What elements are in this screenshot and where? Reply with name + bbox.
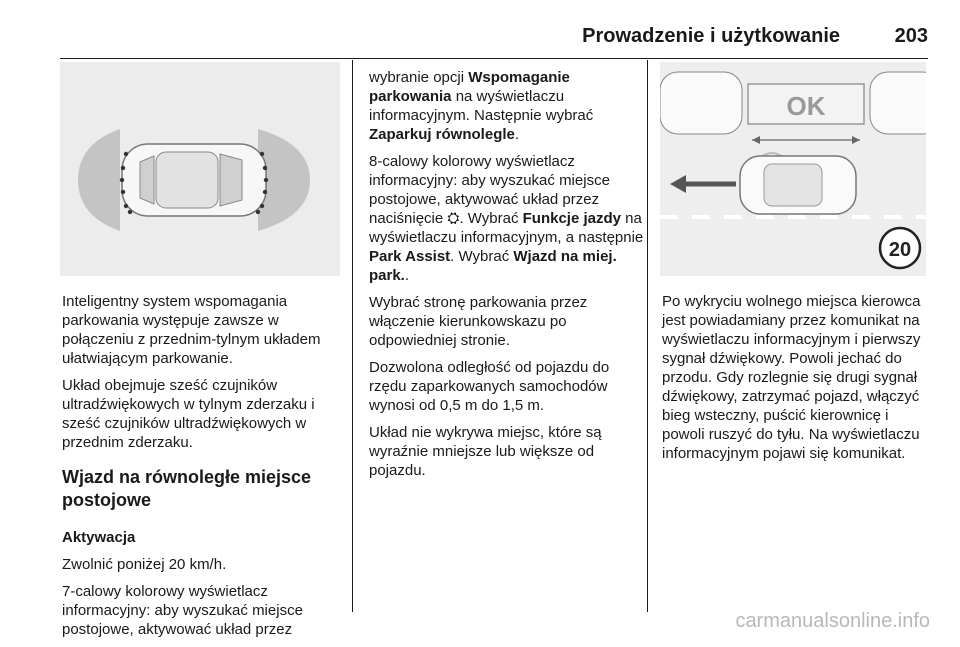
procedure-paragraph: Po wykryciu wolnego miejsca kierowca jest powiadamiany przez komunikat na wyświetlaczu informacyjnym i pierwszy sygnał dźwiękowy. Powoli jechać do przodu. Gdy rozlegnie się drugi sygnał dźwiękowy, zatrzymać pojazd, włączyć bieg wsteczny, puścić kierownicę i powoli ruszyć do tyłu. Na wyświetlaczu informacyjnym pojawi się komunikat.: [662, 293, 921, 462]
middle-column: [369, 68, 644, 488]
distance-paragraph: Dozwolona odległość od pojazdu do rzędu zaparkowanych samochodów wynosi od 0,5 m do 1,5 m.: [369, 359, 610, 414]
ok-label: OK: [786, 91, 826, 121]
car-roof: [156, 152, 218, 208]
column-divider-left: [352, 60, 353, 612]
menu-paragraph: wybranie opcji Wspomaganie parkowania na wyświetlaczu informacyjnym. Następnie wybrać Zaparkuj równolegle.: [369, 69, 594, 143]
activation-subheading: Aktywacja: [62, 529, 136, 546]
parked-car-right: [870, 72, 926, 134]
intro-paragraph: Inteligentny system wspomagania parkowania występuje zawsze w połączeniu z przednim-tylnym układem ułatwiającym parkowanie.: [62, 293, 321, 367]
sensors-paragraph: Układ obejmuje sześć czujników ultradźwiękowych w tylnym zderzaku i sześć czujników ultradźwiękowych w przednim zderzaku.: [62, 377, 315, 451]
page-header: [60, 18, 928, 59]
parking-sensors-figure: [60, 62, 340, 276]
car-settings-icon: ⛭: [447, 210, 460, 227]
left-column: [62, 292, 347, 647]
figure-number: 20: [888, 239, 912, 261]
right-column: [662, 292, 928, 471]
car-rear-window: [140, 156, 154, 204]
section-heading: Wjazd na równoległe miejsce postojowe: [62, 467, 312, 510]
page-number: 203: [894, 25, 928, 47]
detection-paragraph: Układ nie wykrywa miejsc, które są wyraźnie mniejsze lub większe od pojazdu.: [369, 424, 602, 479]
display-7inch-paragraph: 7-calowy kolorowy wyświetlacz informacyjny: aby wyszukać miejsce postojowe, aktywować układ przez: [62, 583, 303, 638]
page-section-title: Prowadzenie i użytkowanie: [582, 25, 840, 47]
watermark: carmanualsonline.info: [735, 610, 930, 632]
parallel-parking-figure: [660, 62, 926, 276]
display-8inch-paragraph: 8-calowy kolorowy wyświetlacz informacyjny: aby wyszukać miejsce postojowe, aktywować układ przez naciśnięcie ⛭. Wybrać Funkcje jazdy na wyświetlaczu informacyjnym, a następnie Park Assist. Wybrać Wjazd na miej. park..: [369, 153, 644, 284]
rear-sensor-zone: [78, 129, 120, 231]
indicator-paragraph: Wybrać stronę parkowania przez włączenie kierunkowskazu po odpowiedniej stronie.: [369, 294, 588, 349]
parked-car-left: [660, 72, 742, 134]
speed-paragraph: Zwolnić poniżej 20 km/h.: [62, 556, 227, 573]
column-divider-right: [647, 60, 648, 612]
car-windshield: [220, 154, 242, 206]
